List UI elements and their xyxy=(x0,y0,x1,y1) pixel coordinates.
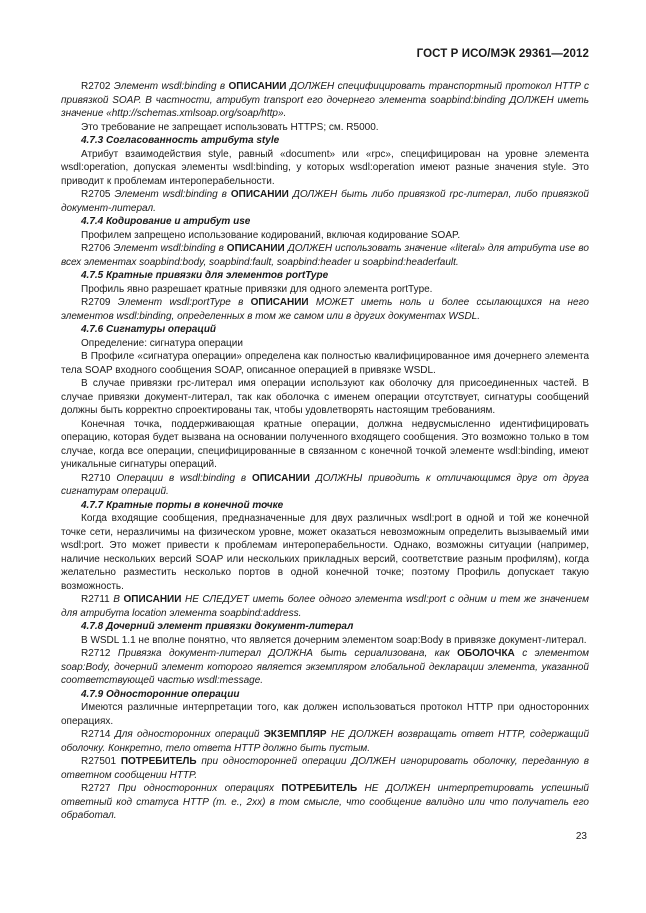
text-run: Когда входящие сообщения, предназначенные для двух различных wsdl:port в одной и той же конечной точке сети, неразличимы на физическом уровне, может оказаться невозможным определить вызываемый ими wsdl:port. Это может привести к проблемам интероперабельности. Однако, возможны ситуации (например, наличие нескольких версий SOAP или нескольких прикладных версий, соответствие разным профилям), когда желательно разместить несколько портов в одной конечной точке; поэтому Профиль допускает такую возможность. xyxy=(61,513,589,592)
text-run: R2712 xyxy=(81,648,118,659)
text-run: 4.7.5 Кратные привязки для элементов portType xyxy=(81,270,329,281)
text-run: НЕ ДОЛЖЕН возвращать ответ HTTP, содержащий оболочку. Конкретно, тело ответа HTTP должно быть пустым. xyxy=(61,729,590,754)
text-run: ПОТРЕБИТЕЛЬ xyxy=(281,783,358,794)
text-run: при односторонней операции ДОЛЖЕН игнорировать оболочку, переданную в ответном сообщении HTTP. xyxy=(61,756,590,781)
paragraph xyxy=(61,80,589,121)
paragraph xyxy=(61,296,589,323)
text-run: Имеются различные интерпретации того, как должен использоваться протокол HTTP при односторонних операциях. xyxy=(61,702,589,727)
text-run: Операции в wsdl:binding в xyxy=(116,472,252,484)
text-run: В xyxy=(113,594,124,605)
text-run: Это требование не запрещает использовать HTTPS; см. R5000. xyxy=(81,121,379,133)
paragraph xyxy=(61,782,589,823)
text-run: НЕ ДОЛЖЕН интерпретировать успешный ответный код статуса HTTP (т. е., 2xx) в том смысле, что сообщение валидно или что получатель его обработал. xyxy=(61,783,589,821)
text-run: Конечная точка, поддерживающая кратные операции, должна недвусмысленно идентифицировать операцию, которая будет вызвана на основании полученного входящего сообщения. Это возможно только в том случае, когда все операции, специфицированные в связанном с конечной точкой элементе wsdl:binding, имеют уникальные сигнатуры операций. xyxy=(61,418,589,470)
text-run: ОПИСАНИИ xyxy=(251,472,310,484)
text-run: R2727 xyxy=(81,783,118,794)
text-run: Определение: сигнатура операции xyxy=(81,337,243,349)
paragraph xyxy=(61,121,589,135)
section-heading xyxy=(61,134,589,148)
text-run: ПОТРЕБИТЕЛЬ xyxy=(120,756,197,767)
paragraph xyxy=(61,350,589,377)
paragraph xyxy=(61,701,589,728)
text-run: R2705 xyxy=(81,189,115,200)
text-run: ОПИСАНИИ xyxy=(230,189,289,200)
paragraph xyxy=(61,593,589,620)
text-run: МОЖЕТ иметь ноль и более ссылающихся на него элементов wsdl:binding, определенных в том же самом или в других документах WSDL. xyxy=(61,297,589,322)
text-run: В Профиле «сигнатура операции» определена как полностью квалифицированное имя дочернего элемента тела SOAP входного сообщения SOAP, описанное операцией в привязке WSDL. xyxy=(61,351,589,376)
text-run: При односторонних операциях xyxy=(117,783,282,794)
paragraph xyxy=(61,634,589,648)
paragraph xyxy=(61,377,589,418)
text-run: Элемент wsdl:portType в xyxy=(117,297,251,308)
paragraph xyxy=(61,188,589,215)
text-run: ОПИСАНИИ xyxy=(123,594,182,605)
text-run: R2702 xyxy=(81,81,114,92)
text-run: 4.7.4 Кодирование и атрибут use xyxy=(81,216,251,227)
paragraph xyxy=(61,418,589,472)
text-run: R2711 xyxy=(81,594,114,605)
text-run: R27501 xyxy=(81,756,121,767)
paragraph xyxy=(61,647,589,688)
text-run: 4.7.8 Дочерний элемент привязки документ-литерал xyxy=(81,621,354,632)
text-run: Элемент wsdl:binding в xyxy=(113,243,227,254)
text-run: Элемент wsdl:binding в xyxy=(114,189,231,200)
standard-header: ГОСТ Р ИСО/МЭК 29361—2012 xyxy=(416,48,589,60)
text-run: Профилем запрещено использование кодирований, включая кодирование SOAP. xyxy=(81,229,461,241)
text-run: 4.7.9 Односторонние операции xyxy=(81,688,240,700)
text-run: НЕ СЛЕДУЕТ иметь более одного элемента wsdl:port с одним и тем же значением для атрибута location элемента soapbind:address. xyxy=(61,594,589,619)
paragraph xyxy=(61,472,589,499)
text-run: Для односторонних операций xyxy=(114,729,264,740)
text-run: ДОЛЖНЫ приводить к отличающимся друг от друга сигнатурам операций. xyxy=(61,472,589,497)
text-run: с элементом soap:Body, дочерний элемент которого является экземпляром глобальной декларации элемента, указанной соответствующей частью wsdl:message. xyxy=(61,648,589,686)
text-run: R2709 xyxy=(81,297,118,308)
text-run: Привязка документ-литерал ДОЛЖНА быть сериализована, как xyxy=(117,648,458,659)
text-run: ДОЛЖЕН использовать значение «literal» для атрибута use во всех элементах soapbind:body, soapbind:fault, soapbind:header и soapbind:headerfault. xyxy=(61,243,589,268)
text-run: 4.7.3 Согласованность атрибута style xyxy=(81,135,280,146)
paragraph xyxy=(61,728,589,755)
section-heading xyxy=(61,269,589,283)
text-run: ДОЛЖЕН быть либо привязкой rpc-литерал, либо привязкой документ-литерал. xyxy=(61,189,589,214)
paragraph xyxy=(61,242,589,269)
text-run: R2706 xyxy=(81,243,114,254)
text-run: 4.7.6 Сигнатуры операций xyxy=(81,324,217,335)
document-body xyxy=(61,80,589,823)
text-run: ЭКЗЕМПЛЯР xyxy=(263,729,327,740)
paragraph xyxy=(61,283,589,297)
section-heading xyxy=(61,215,589,229)
paragraph xyxy=(61,337,589,351)
text-run: ОПИСАНИИ xyxy=(226,243,285,254)
section-heading xyxy=(61,499,589,513)
text-run: R2714 xyxy=(81,729,115,740)
text-run: Элемент wsdl:binding в xyxy=(113,81,229,92)
paragraph xyxy=(61,755,589,782)
text-run: ДОЛЖЕН специфицировать транспортный протокол HTTP с привязкой SOAP. В частности, атрибут transport его дочернего элемента soapbind:binding ДОЛЖЕН иметь значение «http://schemas.xmlsoap.org/soap/http». xyxy=(61,81,589,119)
text-run: 4.7.7 Кратные порты в конечной точке xyxy=(81,499,284,511)
section-heading xyxy=(61,620,589,634)
paragraph xyxy=(61,148,589,189)
text-run: ОПИСАНИИ xyxy=(250,297,309,308)
section-heading xyxy=(61,323,589,337)
text-run: ОПИСАНИИ xyxy=(228,81,287,92)
page-number: 23 xyxy=(575,831,587,842)
section-heading xyxy=(61,688,589,702)
paragraph xyxy=(61,512,589,593)
text-run: В случае привязки rpc-литерал имя операции используют как оболочку для присоединенных частей. В случае привязки документ-литерал, так как оболочка с именем операции отсутствует, сигнатуры сообщений должны быть корректно спроектированы так, чтобы удовлетворять настоящим требованиям. xyxy=(61,378,589,416)
text-run: Профиль явно разрешает кратные привязки для одного элемента portType. xyxy=(81,283,433,295)
text-run: В WSDL 1.1 не вполне понятно, что является дочерним элементом soap:Body в привязке документ-литерал. xyxy=(81,634,587,646)
paragraph xyxy=(61,229,589,243)
text-run: Атрибут взаимодействия style, равный «document» или «rpc», специфицирован на уровне элемента wsdl:operation, допуская элементы wsdl:binding, у которых wsdl:operation имеют разные значения style. Это приводит к проблемам интероперабельности. xyxy=(61,148,589,187)
text-run: R2710 xyxy=(81,472,117,484)
text-run: ОБОЛОЧКА xyxy=(457,648,515,659)
